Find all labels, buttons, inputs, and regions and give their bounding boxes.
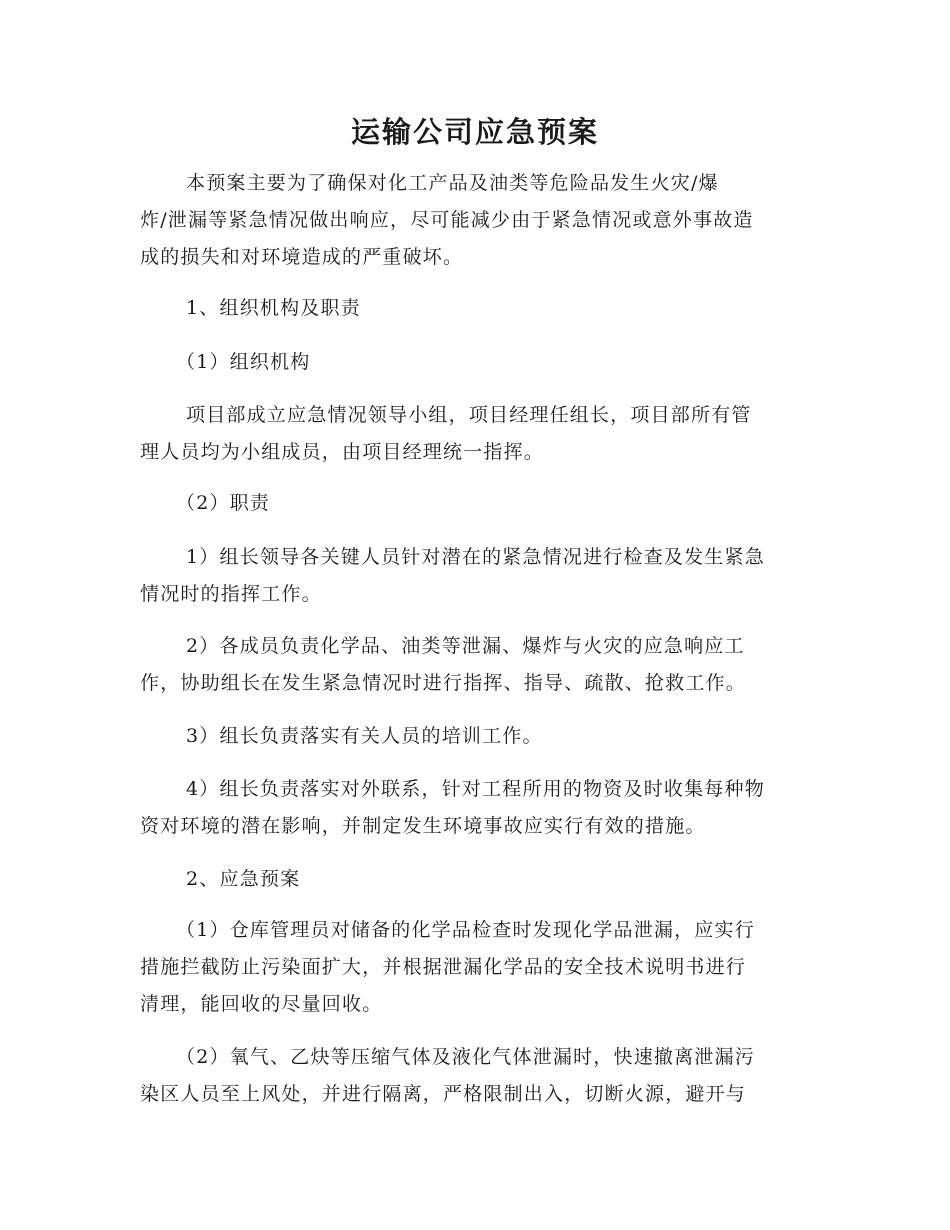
section-heading-text: 2、应急预案 (186, 868, 301, 890)
subheading-duties (140, 485, 810, 522)
plan-1-line-3: 清理，能回收的尽量回收。 (140, 993, 383, 1015)
document-title: 运输公司应急预案 (350, 115, 599, 149)
duty-2-paragraph (140, 628, 810, 702)
plan-1-paragraph (140, 912, 810, 1023)
plan-2-line-1: （2）氧气、乙炔等压缩气体及液化气体泄漏时，快速撤离泄漏污 (176, 1046, 755, 1068)
organization-line-2: 理人员均为小组成员，由项目经理统一指挥。 (140, 441, 545, 463)
duty-1-line-2: 情况时的指挥工作。 (140, 583, 322, 605)
duty-2-line-2: 作，协助组长在发生紧急情况时进行指挥、指导、疏散、抢救工作。 (140, 672, 747, 694)
section-heading-organization (140, 290, 810, 327)
duty-1-line-1: 1）组长领导各关键人员针对潜在的紧急情况进行检查及发生紧急 (186, 546, 765, 568)
subheading-text: （2）职责 (176, 492, 271, 514)
subheading-organization (140, 344, 810, 381)
section-heading-text: 1、组织机构及职责 (186, 297, 361, 319)
intro-line-1: 本预案主要为了确保对化工产品及油类等危险品发生火灾/爆 (186, 172, 719, 194)
duty-4-line-2: 资对环境的潜在影响，并制定发生环境事故应实行有效的措施。 (140, 815, 706, 837)
duty-2-line-1: 2）各成员负责化学品、油类等泄漏、爆炸与火灾的应急响应工 (186, 635, 745, 657)
duty-4-line-1: 4）组长负责落实对外联系，针对工程所用的物资及时收集每种物 (186, 778, 765, 800)
subheading-text: （1）组织机构 (176, 351, 311, 373)
plan-2-paragraph (140, 1039, 810, 1113)
organization-paragraph (140, 397, 810, 471)
plan-1-line-2: 措施拦截防止污染面扩大，并根据泄漏化学品的安全技术说明书进行 (140, 956, 747, 978)
plan-2-line-2: 染区人员至上风处，并进行隔离，严格限制出入，切断火源，避开与 (140, 1083, 747, 1105)
intro-paragraph (140, 165, 810, 276)
intro-line-2: 炸/泄漏等紧急情况做出响应，尽可能减少由于紧急情况或意外事故造 (140, 209, 754, 231)
duty-1-paragraph (140, 539, 810, 613)
plan-1-line-1: （1）仓库管理员对储备的化学品检查时发现化学品泄漏，应实行 (176, 919, 755, 941)
section-heading-emergency-plan (140, 861, 810, 898)
intro-line-3: 成的损失和对环境造成的严重破坏。 (140, 246, 464, 268)
duty-3-paragraph (140, 718, 810, 755)
organization-line-1: 项目部成立应急情况领导小组，项目经理任组长，项目部所有管 (186, 404, 752, 426)
duty-3-line-1: 3）组长负责落实有关人员的培训工作。 (186, 725, 543, 747)
duty-4-paragraph (140, 771, 810, 845)
